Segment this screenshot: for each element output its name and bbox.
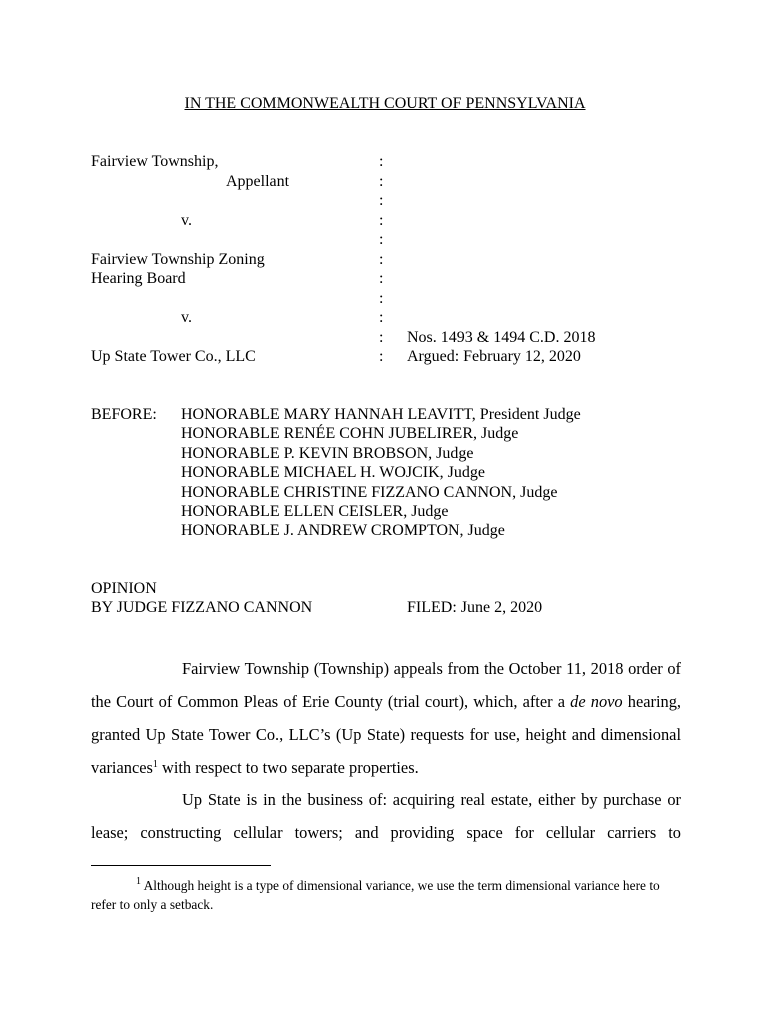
board-line-1: Fairview Township Zoning	[91, 251, 265, 268]
caption-colon: :	[379, 251, 384, 268]
paragraph-text: Fairview Township (Township) appeals from the October 11, 2018 order of the Court of Common Pleas of Erie County (trial court), which, after a	[91, 659, 681, 711]
board-line-2: Hearing Board	[91, 270, 186, 287]
footnote	[91, 876, 681, 914]
versus-1: v.	[181, 212, 192, 229]
caption-colon: :	[379, 309, 384, 326]
appellant-role: Appellant	[226, 173, 290, 190]
court-title: IN THE COMMONWEALTH COURT OF PENNSYLVANIA	[184, 95, 586, 112]
judge-name: HONORABLE MICHAEL H. WOJCIK, Judge	[181, 464, 485, 481]
paragraph-text: with respect to two separate properties.	[157, 758, 419, 777]
caption-colon: :	[379, 270, 384, 287]
footnote-divider	[91, 865, 271, 866]
argued-date: Argued: February 12, 2020	[407, 348, 581, 365]
docket-numbers: Nos. 1493 & 1494 C.D. 2018	[407, 329, 596, 346]
judge-name: HONORABLE MARY HANNAH LEAVITT, President Judge	[181, 406, 581, 423]
caption-colon: :	[379, 173, 384, 190]
opinion-label: OPINION	[91, 580, 157, 597]
caption-colon: :	[379, 192, 384, 209]
paragraph-text: hearing, granted Up State Tower Co., LLC’s (Up State) requests for use, height and dimensional variances	[91, 692, 681, 777]
filed-date: FILED: June 2, 2020	[407, 599, 543, 616]
versus-2: v.	[181, 309, 192, 326]
caption-colon: :	[379, 348, 384, 365]
caption-colon: :	[379, 329, 384, 346]
italic-term: de novo	[570, 692, 623, 711]
judge-name: HONORABLE CHRISTINE FIZZANO CANNON, Judge	[181, 484, 558, 501]
judge-name: HONORABLE J. ANDREW CROMPTON, Judge	[181, 522, 505, 539]
footnote-reference[interactable]: 1	[152, 759, 158, 770]
intervenor-name: Up State Tower Co., LLC	[91, 348, 256, 365]
caption-colon: :	[379, 290, 384, 307]
judge-name: HONORABLE ELLEN CEISLER, Judge	[181, 503, 449, 520]
before-label: BEFORE:	[91, 406, 157, 423]
paragraph-text: Up State is in the business of: acquiring real estate, either by purchase or lease; constructing cellular towers; and providing space for cellular carriers to	[91, 790, 681, 842]
body-paragraph	[91, 783, 681, 849]
body-paragraph	[91, 652, 681, 784]
footnote-marker: 1	[136, 876, 141, 887]
appellant-name: Fairview Township,	[91, 153, 219, 170]
opinion-author: BY JUDGE FIZZANO CANNON	[91, 599, 313, 616]
caption-colon: :	[379, 212, 384, 229]
footnote-text: Although height is a type of dimensional variance, we use the term dimensional variance here to refer to only a setback.	[91, 878, 660, 912]
judge-name: HONORABLE RENÉE COHN JUBELIRER, Judge	[181, 425, 519, 442]
caption-colon: :	[379, 231, 384, 248]
judge-name: HONORABLE P. KEVIN BROBSON, Judge	[181, 445, 474, 462]
caption-colon: :	[379, 153, 384, 170]
